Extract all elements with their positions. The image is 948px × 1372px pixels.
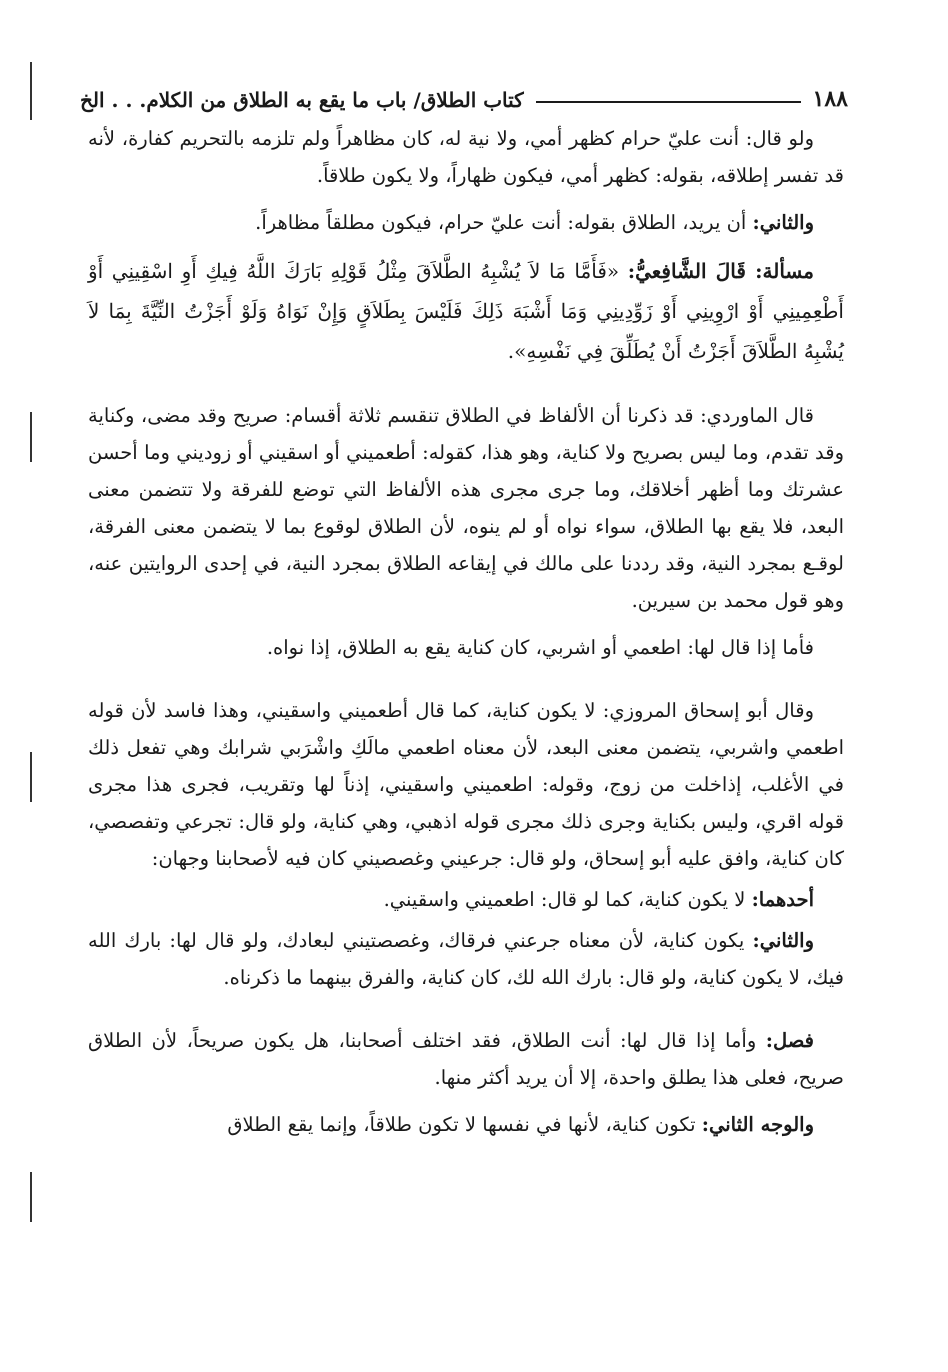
margin-mark [30, 62, 32, 120]
paragraph [88, 1106, 844, 1143]
running-header [80, 78, 848, 112]
paragraph [88, 922, 844, 996]
paragraph [88, 629, 844, 666]
header-title: كتاب الطلاق/ باب ما يقع به الطلاق من الكلام. . . الخ [80, 88, 524, 112]
paragraph-lead: والثاني: [752, 929, 814, 952]
paragraph-text: يكون كناية، لأن معناه جرعني فرقاك، وغصصتيني لبعادك، ولو قال لها: بارك الله فيك، لا يكون كناية، ولو قال: بارك الله لك، كان كناية، والفرق بينهما ما ذكرناه. [88, 929, 844, 989]
margin-mark [30, 752, 32, 802]
paragraph-text: وأما إذا قال لها: أنت الطلاق، فقد اختلف أصحابنا، هل يكون صريحاً، لأن الطلاق صريح، فعلى هذا يطلق واحدة، إلا أن يريد أكثر منها. [88, 1029, 844, 1089]
fasl-paragraph [88, 1022, 844, 1096]
masala-paragraph [88, 251, 844, 371]
paragraph-text: أن يريد، الطلاق بقوله: أنت عليّ حرام، فيكون مطلقاً مظاهراً. [255, 211, 753, 234]
page-number: ١٨٨ [812, 86, 848, 112]
paragraph-text: تكون كناية، لأنها في نفسها لا تكون طلاقاً، وإنما يقع الطلاق [227, 1113, 702, 1136]
paragraph-text: «فَأَمَّا مَا لاَ يُشْبِهُ الطَّلاَقَ مِثْلُ قَوْلِهِ بَارَكَ اللَّهُ فِيكِ أَوِ اسْقِينِي أَوْ أَطْعِمِينِي أَوْ ارْوِينِي أَوْ زَوِّدِينِي وَمَا أَشْبَهَ ذَلِكَ فَلَيْسَ بِطَلاَقٍ وَإِنْ نَوَاهُ وَلَوْ أَجَزْتُ النِّيَّةَ بِمَا لاَ يُشْبِهُ الطَّلاَقَ أَجَزْتُ أَنْ يُطَلِّقَ فِي نَفْسِهِ». [88, 259, 844, 363]
paragraph-text: لا يكون كناية، كما لو قال: اطعميني واسقيني. [383, 888, 752, 911]
paragraph-text: قال الماوردي: قد ذكرنا أن الألفاظ في الطلاق تنقسم ثلاثة أقسام: صريح وقد مضى، وكناية وقد تقدم، وما ليس بصريح ولا كناية، وهو هذا، كقوله: أطعميني أو اسقيني أو زوديني وما أحسن عشرتك وما أظهر أخلاقك، وما جرى مجرى هذه الألفاظ التي توضع للفرقة ولا تتضمن معنى البعد، فلا يقع بها الطلاق، سواء نواه أو لم ينوه، لأن الطلاق لوقوع بما لا يتضمن معنى الفرقة، لوقـع بمجرد النية، وقد رددنا على مالك في إيقاعه الطلاق بمجرد النية، في إحدى الروايتين عنه، وهو قول محمد بن سيرين. [88, 404, 844, 612]
page-body [88, 120, 844, 1153]
paragraph [88, 692, 844, 877]
margin-mark [30, 1172, 32, 1222]
paragraph-lead: والوجه الثاني: [701, 1113, 814, 1136]
paragraph [88, 120, 844, 194]
paragraph [88, 881, 844, 918]
paragraph-lead: فصل: [765, 1029, 814, 1052]
paragraph-lead: والثاني: [752, 211, 814, 234]
paragraph-lead: مسألة: قَالَ الشَّافِعيُّ: [627, 259, 814, 283]
paragraph-text: وقال أبو إسحاق المروزي: لا يكون كناية، كما قال أطعميني واسقيني، وهذا فاسد لأن قوله اطعمي واشربي، يتضمن معنى البعد، لأن معناه اطعمي مالَكِ واشْرَبي شرابك وهي تفعل ذلك في الأغلب، إذاخلت من زوج، وقوله: اطعميني واسقيني، إذناً لها وتقريب، فجرى هذا مجرى قوله اقري، وليس بكناية وجرى ذلك مجرى قوله اذهبي، وهي كناية، ولو قال: تجرعي وتفصصي، كان كناية، وافق عليه أبو إسحاق، ولو قال: جرعيني وغصصيني كان فيه لأصحابنا وجهان: [88, 699, 844, 870]
paragraph-text: ولو قال: أنت عليّ حرام كظهر أمي، ولا نية له، كان مظاهراً ولم تلزمه بالتحريم كفارة، لأنه قد تفسر إطلاقه، بقوله: كظهر أمي، فيكون ظهاراً، ولا يكون طلاقاً. [88, 127, 844, 187]
header-rule [536, 101, 801, 103]
paragraph [88, 397, 844, 619]
margin-mark [30, 412, 32, 462]
paragraph-text: فأما إذا قال لها: اطعمي أو اشربي، كان كناية يقع به الطلاق، إذا نواه. [266, 636, 814, 659]
paragraph-lead: أحدهما: [751, 888, 814, 911]
paragraph [88, 204, 844, 241]
